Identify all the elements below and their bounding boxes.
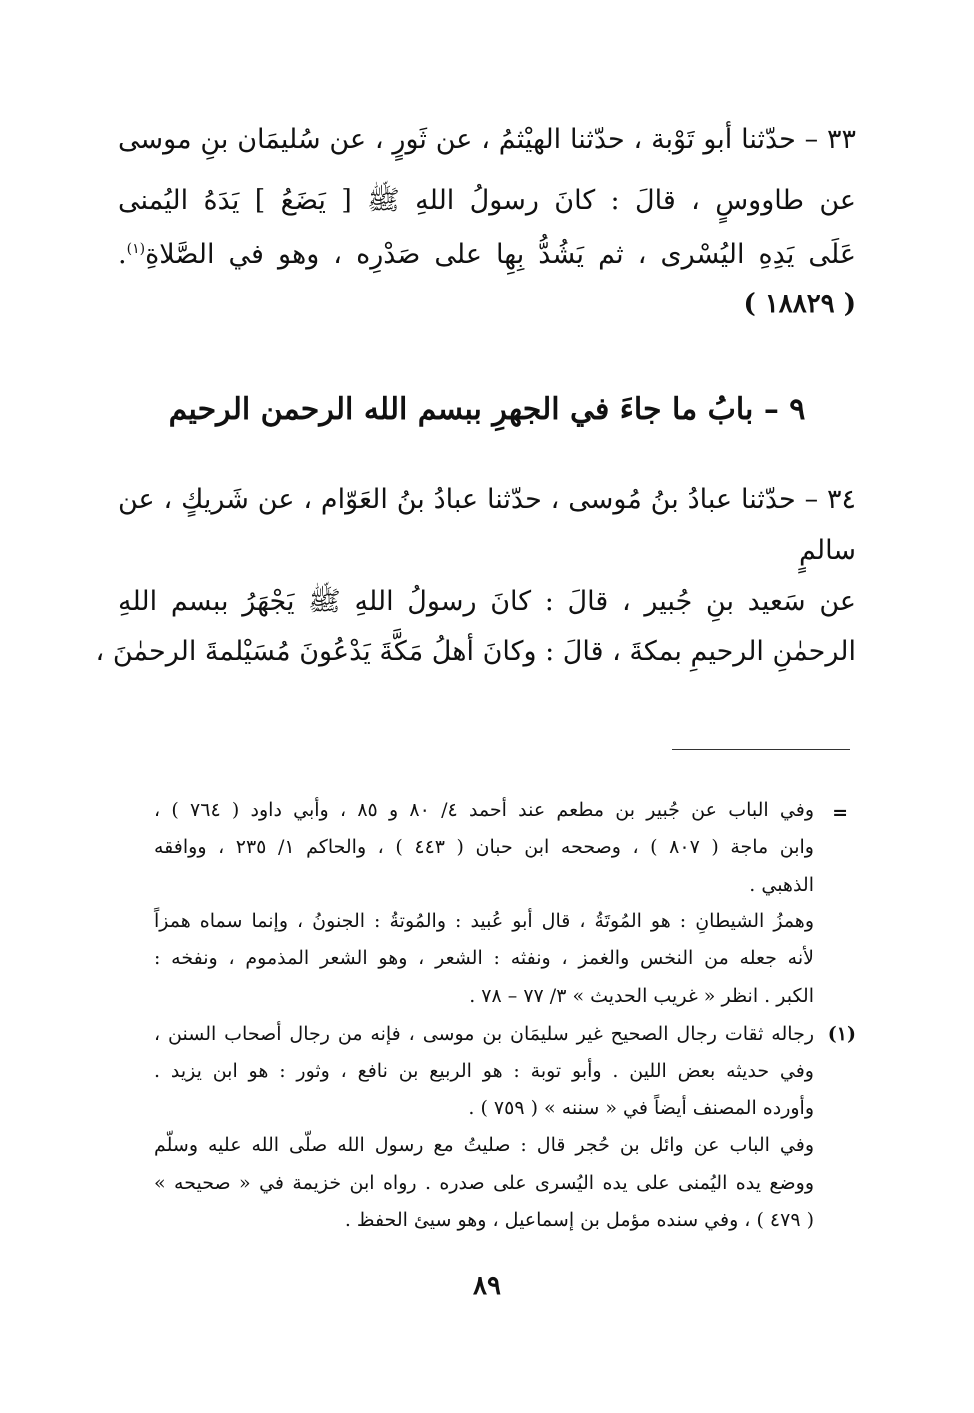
hadith-33-reference: ( ١٨٨٢٩ ) [743,289,856,319]
footnote-marker-1: (١) [126,241,146,257]
footnote-cont-line-4: وهمزُ الشيطانِ : هو المُوتَةُ ، قال أبو عُبيد : والمُوتةُ : الجنونُ ، وإنما سماه همزاً [154,910,814,932]
hadith-33-line-3 [118,235,856,275]
chapter-heading: ٩ – بابُ ما جاءَ في الجهرِ ببسم الله الرحمن الرحيم [168,392,806,427]
footnote-cont-line-3: الذهبي . [749,874,814,896]
footnote-cont-line-1: وفي الباب عن جُبير بن مطعم عند أحمد ٤/ ٨٠ و ٨٥ ، وأبي داود ( ٧٦٤ ) ، [154,799,815,821]
footnote-1-line-3: وأورده المصنف أيضاً في « سننه » ( ٧٥٩ ) . [468,1097,814,1119]
footnote-1-line-6: ( ٤٧٩ ) ، وفي سنده مؤمل بن إسماعيل ، وهو سيئ الحفظ . [344,1209,814,1231]
hadith-34-line-1: ٣٤ – حدّثنا عبادُ بنُ مُوسى ، حدّثنا عبادُ بنُ العَوّام ، عن شَريكٍ ، عن [118,484,856,515]
footnote-cont-line-5: لأنه جعله من النخس والغمز ، ونفثه : الشعر ، وهو الشعر المذموم ، ونفخه : [154,947,814,969]
hadith-33-line-2: عن طاووسٍ ، قالَ : كانَ رسولُ اللهِ ﷺ [ يَضَعُ ] يَدَهُ اليُمنى [118,185,856,216]
footnote-cont-line-2: وابن ماجة ( ٨٠٧ ) ، وصححه ابن حبان ( ٤٤٣ ) ، والحاكم ١/ ٢٣٥ ، ووافقه [154,836,814,858]
footnote-cont-line-6: الكبر . انظر « غريب الحديث » ٣/ ٧٧ – ٧٨ . [469,985,814,1007]
hadith-33-end-punct: . [118,239,127,270]
footnote-1-line-5: ووضع يده اليُمنى على يده اليُسرى على صدره . رواه ابن خزيمة في « صحيحه » [154,1172,814,1194]
hadith-33-line-3-text: عَلَى يَدِهِ اليُسْرى ، ثم يَشُدُّ بِهِا على صَدْرِه ، وهو في الصَّلاةِ [145,239,856,270]
page-number: ٨٩ [473,1271,501,1301]
hadith-34-line-4: الرحمٰنِ الرحيمِ بمكةَ ، قالَ : وكانَ أهلُ مَكَّةَ يَدْعُونَ مُسَيْلمةَ الرحمٰنَ ، [95,636,856,667]
hadith-33-line-1: ٣٣ – حدّثنا أبو تَوْبة ، حدّثنا الهيْثمُ ، عن ثَورٍ ، عن سُليمَان بنِ موسى [118,124,856,155]
footnote-continuation-mark: = [832,802,848,824]
hadith-34-line-3: عن سَعيد بنِ جُبير ، قالَ : كانَ رسولُ اللهِ ﷺ يَجْهَرُ ببسم اللهِ [118,586,856,617]
hadith-34-line-2: سالمٍ [798,535,856,566]
footnote-1-mark: (١) [827,1023,856,1045]
footnote-separator [672,749,850,750]
footnote-1-line-4: وفي الباب عن وائل بن حُجر قال : صليتُ مع رسول الله صلّى الله عليه وسلّم [154,1134,814,1156]
footnote-1-line-1: رجاله ثقات رجال الصحيح غير سليمَان بن موسى ، فإنه من رجال أصحاب السنن ، [154,1023,814,1045]
footnote-1-line-2: وفي حديثه بعض اللين . وأبو توبة : هو الربيع بن نافع ، وثور : هو ابن يزيد . [154,1060,814,1082]
